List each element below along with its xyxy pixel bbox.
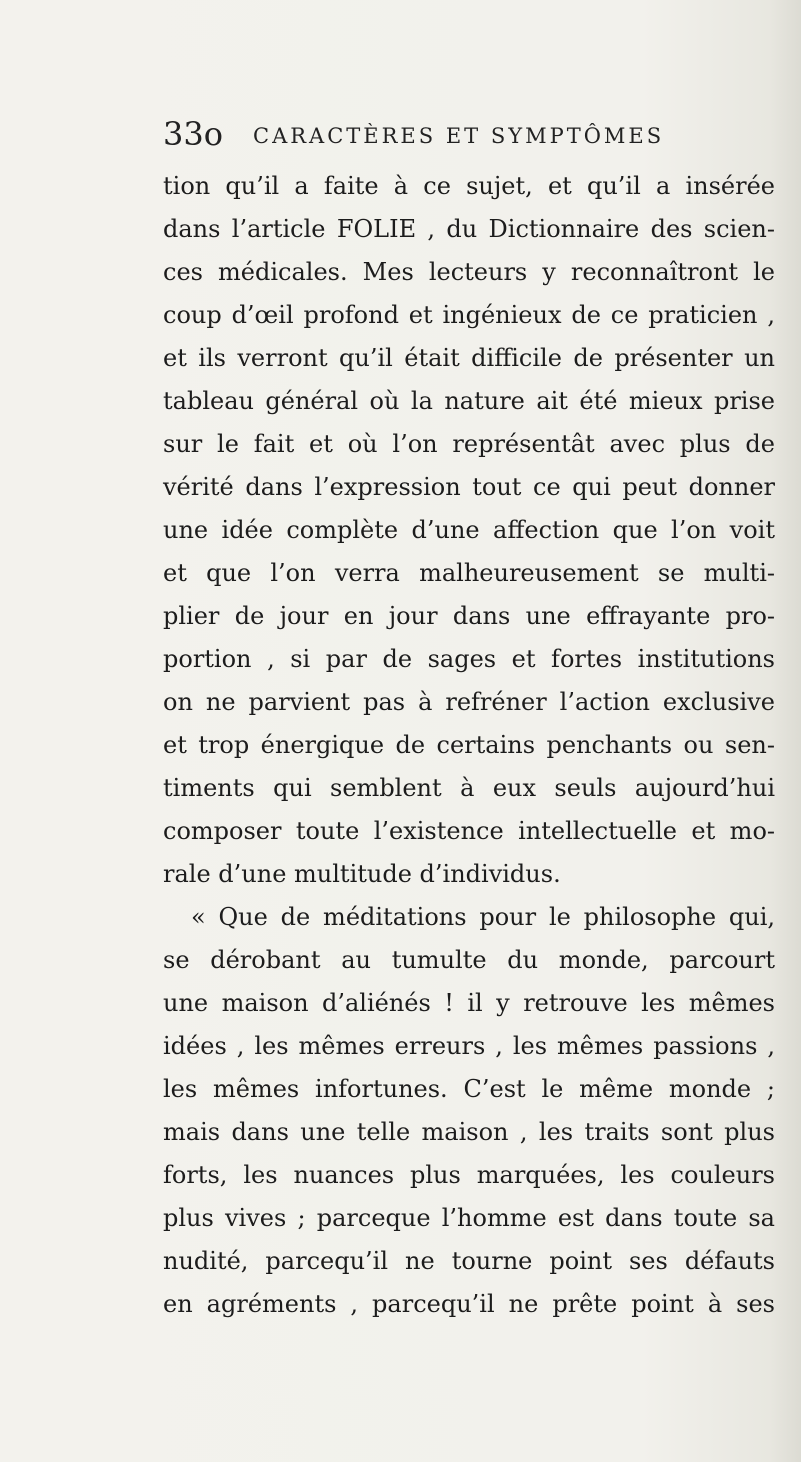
text-line: se dérobant au tumulte du monde, parcourt (163, 946, 775, 974)
body-text (163, 165, 775, 1326)
text-line: dans l’article FOLIE , du Dictionnaire des scien- (163, 215, 775, 243)
text-line: on ne parvient pas à refréner l’action exclusive (163, 688, 775, 716)
text-line: portion , si par de sages et fortes institutions (163, 645, 775, 673)
text-line: et que l’on verra malheureusement se multi- (163, 559, 775, 587)
text-line-paragraph-start: « Que de méditations pour le philosophe qui, (191, 903, 775, 931)
text-line: nudité, parcequ’il ne tourne point ses défauts (163, 1247, 775, 1275)
text-line: composer toute l’existence intellectuelle et mo- (163, 817, 775, 845)
text-line: tion qu’il a faite à ce sujet, et qu’il a insérée (163, 172, 775, 200)
running-head: CARACTÈRES ET SYMPTÔMES (253, 124, 665, 148)
text-line: forts, les nuances plus marquées, les couleurs (163, 1161, 775, 1189)
text-line: sur le fait et où l’on représentât avec plus de (163, 430, 775, 458)
text-line: idées , les mêmes erreurs , les mêmes passions , (163, 1032, 775, 1060)
text-line: et trop énergique de certains penchants ou sen- (163, 731, 775, 759)
text-line: mais dans une telle maison , les traits sont plus (163, 1118, 775, 1146)
text-line: et ils verront qu’il était difficile de présenter un (163, 344, 775, 372)
text-line: plier de jour en jour dans une effrayante pro- (163, 602, 775, 630)
text-line: une maison d’aliénés ! il y retrouve les mêmes (163, 989, 775, 1017)
text-line: coup d’œil profond et ingénieux de ce praticien , (163, 301, 775, 329)
text-line: plus vives ; parceque l’homme est dans toute sa (163, 1204, 775, 1232)
text-line: tableau général où la nature ait été mieux prise (163, 387, 775, 415)
text-line: une idée complète d’une affection que l’on voit (163, 516, 775, 544)
page-number: 33o (163, 115, 223, 153)
text-line: timents qui semblent à eux seuls aujourd’hui (163, 774, 775, 802)
text-line: ces médicales. Mes lecteurs y reconnaîtront le (163, 258, 775, 286)
text-line: en agréments , parcequ’il ne prête point à ses (163, 1290, 775, 1318)
text-line: vérité dans l’expression tout ce qui peut donner (163, 473, 775, 501)
text-line-paragraph-end: rale d’une multitude d’individus. (163, 860, 561, 888)
text-line: les mêmes infortunes. C’est le même monde ; (163, 1075, 775, 1103)
